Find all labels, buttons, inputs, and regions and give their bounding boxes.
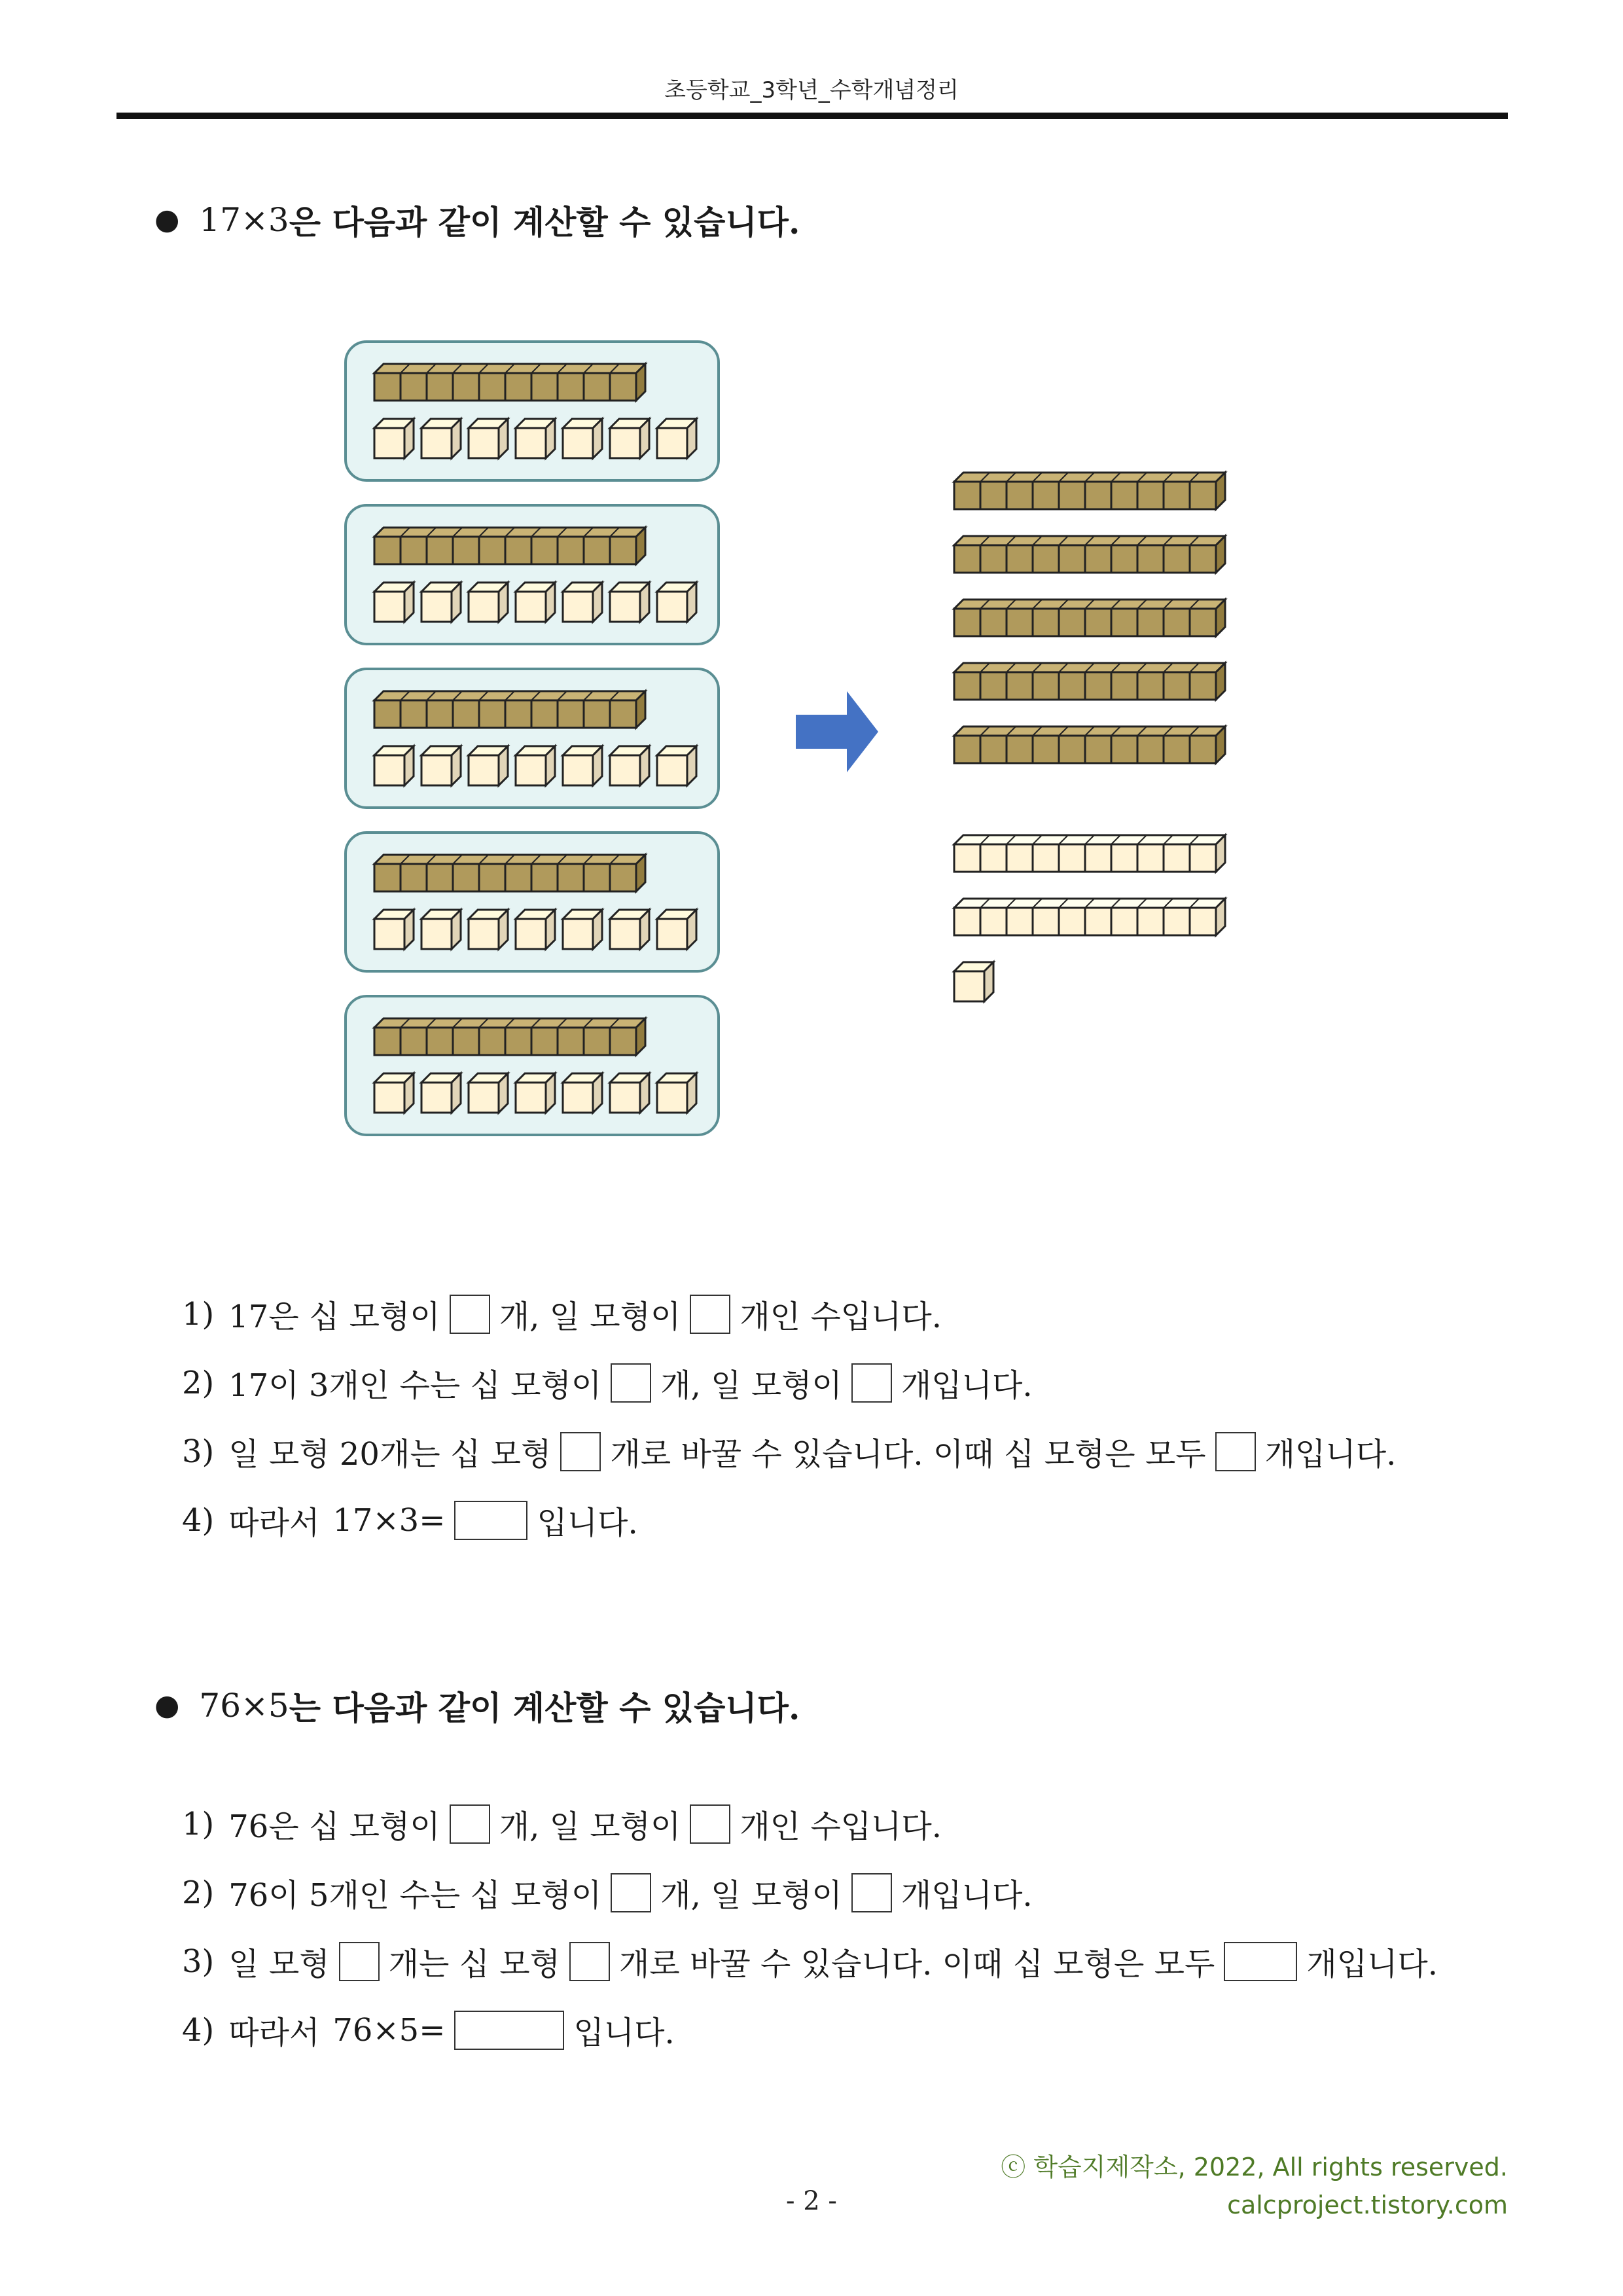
s2-question-2 (182, 1870, 1033, 1915)
footer-url[interactable]: calcproject.tistory.com (1227, 2191, 1508, 2219)
ones-cube (657, 419, 696, 458)
question-text: 개로 바꿀 수 있습니다. 이때 십 모형은 모두 (619, 1946, 1215, 1982)
s1-question-4 (182, 1498, 638, 1543)
tens-rod (374, 528, 645, 564)
ones-cube (469, 746, 508, 785)
answer-box[interactable] (1224, 1942, 1297, 1981)
section2-heading (154, 1682, 800, 1729)
ones-cube (469, 1073, 508, 1113)
ones-cube (374, 583, 414, 622)
ones-cube (374, 746, 414, 785)
section1-heading (154, 196, 800, 243)
group-panel (346, 996, 719, 1135)
group-panel (346, 669, 719, 808)
question-number: 4) (182, 1501, 215, 1539)
question-text: 76은 십 모형이 (228, 1808, 440, 1845)
s1-question-2 (182, 1360, 1033, 1405)
ones-cube (421, 910, 461, 949)
question-number: 2) (182, 1874, 215, 1911)
question-text: 개입니다. (1306, 1946, 1438, 1982)
question-text: 개입니다. (901, 1877, 1033, 1914)
s1-question-3 (182, 1429, 1396, 1474)
question-number: 4) (182, 2011, 215, 2049)
page-number: - 2 - (786, 2186, 837, 2216)
question-text: 개입니다. (1264, 1436, 1397, 1473)
question-number: 3) (182, 1433, 215, 1470)
section1-heading-text: 은 다음과 같이 계산할 수 있습니다. (289, 203, 800, 242)
question-expression: 17×3= (332, 1501, 446, 1539)
ones-cube (469, 583, 508, 622)
question-text: 개입니다. (901, 1367, 1033, 1404)
ones-cube (516, 583, 555, 622)
base-ten-blocks-figure (327, 327, 1257, 1152)
question-text: 따라서 (228, 1505, 320, 1541)
ones-cube (563, 910, 602, 949)
header-title: 초등학교_3학년_수학개념정리 (664, 77, 959, 103)
ones-cube (421, 419, 461, 458)
ones-cube (954, 962, 993, 1001)
tens-rod (374, 364, 645, 401)
question-text: 입니다. (573, 2015, 675, 2051)
s2-question-4 (182, 2007, 675, 2053)
ones-cube (657, 583, 696, 622)
group-panel (346, 505, 719, 644)
answer-box[interactable] (560, 1432, 601, 1471)
question-text: 일 모형 (228, 1946, 330, 1982)
question-text: 따라서 (228, 2015, 320, 2051)
s2-question-1 (182, 1801, 942, 1846)
question-text: 일 모형 20개는 십 모형 (228, 1436, 552, 1473)
group-panel (346, 833, 719, 971)
tens-rod (954, 536, 1225, 573)
question-text: 개, 일 모형이 (499, 1808, 681, 1845)
ones-cube (421, 583, 461, 622)
tens-rod (374, 1018, 645, 1055)
ones-cube (657, 1073, 696, 1113)
converted-tens-rod (954, 835, 1225, 872)
ones-cube (610, 1073, 649, 1113)
answer-box[interactable] (851, 1363, 892, 1403)
section2-expression: 76×5 (199, 1687, 289, 1725)
answer-box[interactable] (611, 1363, 651, 1403)
ones-cube (374, 419, 414, 458)
ones-cube (469, 419, 508, 458)
bullet-icon: ● (154, 1689, 180, 1722)
answer-box[interactable] (1215, 1432, 1256, 1471)
ones-cube (374, 910, 414, 949)
section2-heading-text: 는 다음과 같이 계산할 수 있습니다. (289, 1689, 800, 1727)
question-number: 1) (182, 1295, 215, 1333)
group-panel (346, 342, 719, 480)
answer-box[interactable] (454, 1501, 527, 1540)
section1-expression: 17×3 (199, 201, 289, 239)
tens-rod (954, 473, 1225, 509)
tens-rod (374, 691, 645, 728)
ones-cube (610, 583, 649, 622)
question-text: 개로 바꿀 수 있습니다. 이때 십 모형은 모두 (610, 1436, 1206, 1473)
ones-cube (374, 1073, 414, 1113)
question-number: 2) (182, 1364, 215, 1401)
tens-rod (954, 663, 1225, 700)
question-text: 개인 수입니다. (740, 1808, 942, 1845)
footer-copyright: ⓒ 학습지제작소, 2022, All rights reserved. (1001, 2153, 1508, 2181)
question-text: 입니다. (537, 1505, 638, 1541)
question-number: 3) (182, 1943, 215, 1980)
s2-question-3 (182, 1939, 1438, 1984)
question-text: 17은 십 모형이 (228, 1299, 440, 1335)
ones-cube (421, 1073, 461, 1113)
s1-question-1 (182, 1291, 942, 1336)
tens-rod (374, 855, 645, 891)
answer-box[interactable] (690, 1295, 730, 1334)
question-text: 개, 일 모형이 (660, 1367, 842, 1404)
ones-cube (657, 910, 696, 949)
bullet-icon: ● (154, 203, 180, 236)
ones-cube (563, 583, 602, 622)
question-text: 개, 일 모형이 (660, 1877, 842, 1914)
answer-box[interactable] (611, 1873, 651, 1912)
question-text: 17이 3개인 수는 십 모형이 (228, 1367, 602, 1404)
ones-cube (610, 910, 649, 949)
ones-cube (563, 1073, 602, 1113)
question-text: 76이 5개인 수는 십 모형이 (228, 1877, 602, 1914)
tens-rod (954, 726, 1225, 763)
converted-tens-rod (954, 899, 1225, 935)
answer-box[interactable] (339, 1942, 380, 1981)
tens-rod (954, 600, 1225, 636)
answer-box[interactable] (450, 1804, 490, 1844)
ones-cube (421, 746, 461, 785)
ones-cube (563, 419, 602, 458)
question-number: 1) (182, 1805, 215, 1842)
ones-cube (657, 746, 696, 785)
ones-cube (610, 419, 649, 458)
answer-box[interactable] (690, 1804, 730, 1844)
answer-box[interactable] (569, 1942, 610, 1981)
answer-box[interactable] (454, 2011, 564, 2050)
question-expression: 76×5= (332, 2011, 446, 2049)
ones-cube (516, 1073, 555, 1113)
answer-box[interactable] (450, 1295, 490, 1334)
question-text: 개인 수입니다. (740, 1299, 942, 1335)
ones-cube (516, 910, 555, 949)
header-rule (116, 113, 1508, 119)
ones-cube (563, 746, 602, 785)
ones-cube (610, 746, 649, 785)
question-text: 개, 일 모형이 (499, 1299, 681, 1335)
question-text: 개는 십 모형 (388, 1946, 560, 1982)
ones-cube (469, 910, 508, 949)
ones-cube (516, 746, 555, 785)
right-arrow-icon (796, 691, 878, 772)
ones-cube (516, 419, 555, 458)
answer-box[interactable] (851, 1873, 892, 1912)
